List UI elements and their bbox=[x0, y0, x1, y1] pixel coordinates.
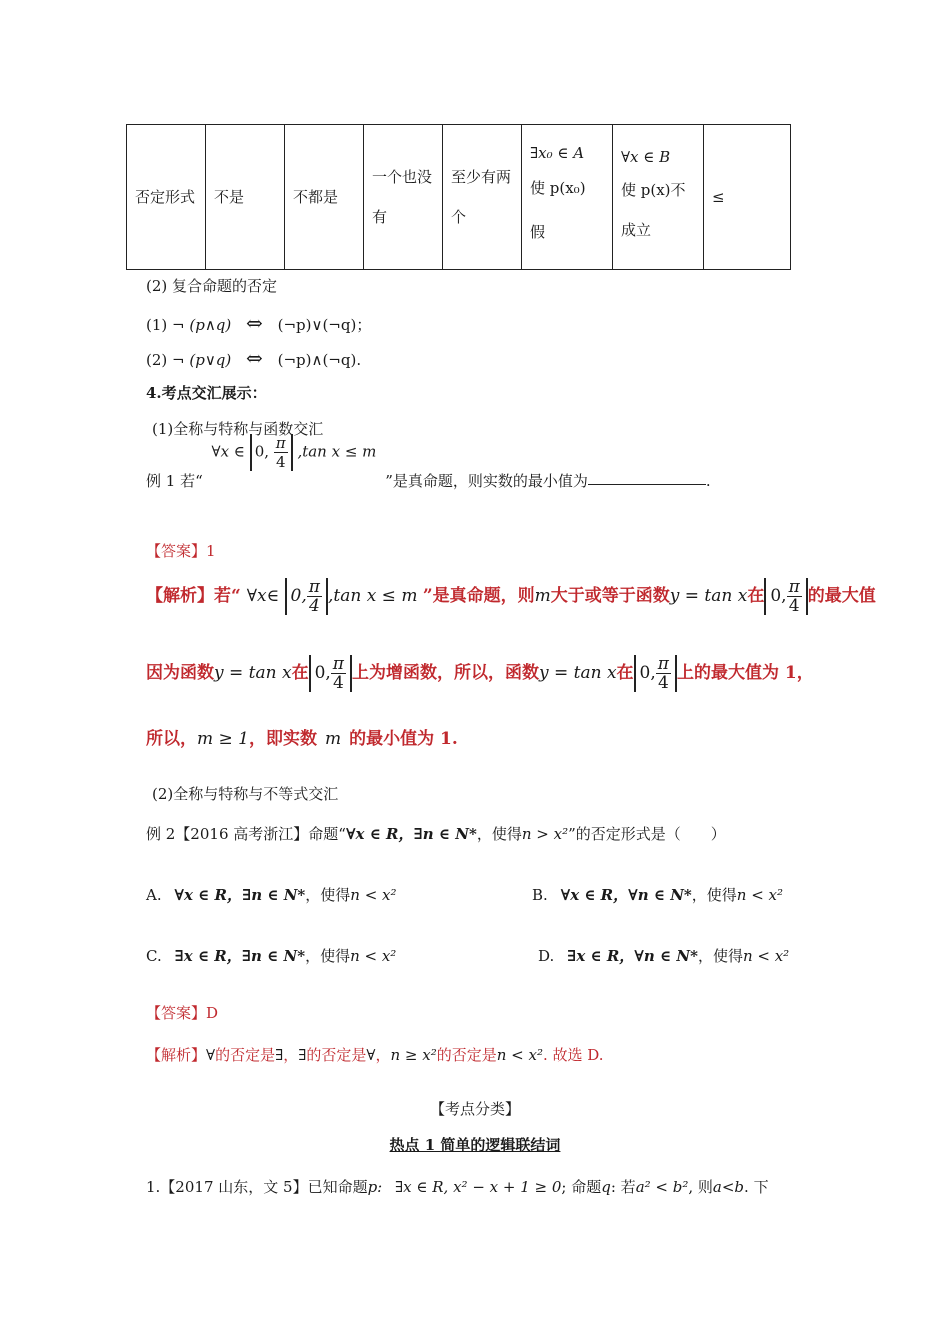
option-formula: ∃x ∈ R，∃n ∈ N* bbox=[174, 947, 306, 965]
text: : 若 bbox=[610, 1178, 636, 1196]
forall-formula: ∀x ∈ B bbox=[621, 148, 671, 166]
text: ; 命题 bbox=[561, 1178, 602, 1196]
compound-line-2 bbox=[146, 346, 361, 370]
answer-1 bbox=[146, 540, 216, 561]
text: 例 2【2016 高考浙江】命题“ bbox=[146, 825, 346, 843]
func: y = tan x bbox=[538, 663, 617, 683]
cell-text: ≤ bbox=[712, 188, 725, 206]
row-label-cell bbox=[127, 125, 206, 270]
sym: ∃ bbox=[275, 1046, 284, 1064]
option-mid: ，使得 bbox=[305, 886, 351, 904]
pi-over-4 bbox=[656, 655, 671, 692]
text: 的最大值 bbox=[807, 586, 876, 606]
text: a<b bbox=[712, 1178, 745, 1196]
ineq: n ≥ x² bbox=[390, 1046, 437, 1064]
analysis-label: 【解析】 bbox=[146, 586, 214, 606]
text: 在 bbox=[291, 663, 309, 683]
text: 上为增函数，所以，函数 bbox=[351, 663, 539, 683]
text: 所以， bbox=[146, 729, 197, 749]
pi-over-4 bbox=[331, 655, 346, 692]
text: 若“ bbox=[214, 586, 241, 606]
four: 4 bbox=[308, 596, 320, 616]
pi-over-4 bbox=[787, 578, 802, 615]
pi: π bbox=[308, 577, 320, 597]
line-lhs: ¬ (p∨q) bbox=[172, 351, 232, 369]
pi: π bbox=[657, 654, 669, 674]
option-letter: D. bbox=[538, 947, 555, 965]
interval-bracket: 0, $\frac{\pi}{4}$ bbox=[764, 578, 807, 615]
analysis-1-line-2 bbox=[146, 655, 814, 692]
text: ， bbox=[375, 1046, 391, 1064]
option-c[interactable] bbox=[146, 945, 396, 966]
forall: ∀x∈ bbox=[246, 586, 280, 606]
sub-heading-1: (1)全称与特称与函数交汇 bbox=[152, 420, 324, 438]
text: 因为函数 bbox=[146, 663, 214, 683]
answer-label: 【答案】 bbox=[146, 1004, 207, 1022]
option-ineq: n < x² bbox=[350, 886, 397, 904]
compound-heading: (2) 复合命题的否定 bbox=[146, 277, 278, 295]
cell-bushi bbox=[206, 125, 285, 270]
m: m bbox=[534, 586, 551, 606]
ineq: m ≥ 1 bbox=[197, 729, 249, 749]
interval-bracket bbox=[250, 434, 293, 471]
option-ineq: n < x² bbox=[736, 886, 784, 904]
hot-topic-title bbox=[0, 1134, 950, 1155]
option-formula: ∀x ∈ R，∀n ∈ N* bbox=[560, 886, 692, 904]
four: 4 bbox=[657, 673, 669, 693]
analysis-1-line-3 bbox=[146, 724, 458, 749]
option-d[interactable] bbox=[538, 945, 789, 966]
example-2 bbox=[146, 823, 726, 844]
pi: π bbox=[332, 654, 344, 674]
row-label: 否定形式 bbox=[135, 188, 196, 206]
func: y = tan x bbox=[214, 663, 292, 683]
p: p: bbox=[367, 1178, 383, 1196]
formula-right: ,tan x ≤ m bbox=[297, 442, 377, 461]
compound-line-1 bbox=[146, 311, 371, 335]
line-lhs: ¬ (p∧q) bbox=[172, 316, 232, 334]
text: 在 bbox=[616, 663, 634, 683]
text: 的否定是 bbox=[436, 1046, 497, 1064]
text: ，使得 bbox=[476, 825, 522, 843]
four: 4 bbox=[332, 673, 344, 693]
ex1-formula bbox=[212, 434, 377, 471]
negation-table bbox=[126, 124, 791, 270]
cell-forall bbox=[613, 125, 704, 270]
answer-2 bbox=[146, 1002, 218, 1023]
text: 的否定是 bbox=[306, 1046, 367, 1064]
option-a[interactable] bbox=[146, 884, 397, 905]
formula: ∀x ∈ R，∃n ∈ N* bbox=[345, 825, 477, 843]
cell-text: 不都是 bbox=[293, 188, 339, 206]
text: 上的最大值为 1， bbox=[676, 663, 814, 683]
text: 的否定是 bbox=[215, 1046, 276, 1064]
exists-text: 使 p(x₀) 假 bbox=[530, 179, 586, 241]
formula bbox=[246, 577, 423, 616]
analysis-1-line-1 bbox=[146, 578, 876, 615]
cell-yige bbox=[364, 125, 443, 270]
option-ineq: n < x² bbox=[350, 947, 397, 965]
sym: ∃ bbox=[298, 1046, 307, 1064]
line-rhs: (¬p)∨(¬q)； bbox=[277, 316, 372, 334]
sub-heading-2: (2)全称与特称与不等式交汇 bbox=[152, 785, 339, 803]
option-letter: C. bbox=[146, 947, 162, 965]
option-b[interactable] bbox=[532, 884, 783, 905]
tan: ,tan x ≤ m bbox=[327, 586, 418, 606]
exists-formula: ∃x₀ ∈ A bbox=[530, 144, 585, 162]
four: 4 bbox=[788, 596, 800, 616]
answer-label: 【答案】 bbox=[146, 542, 207, 560]
pi-over-4 bbox=[307, 578, 322, 615]
cell-leq bbox=[704, 125, 791, 270]
ineq: n > x² bbox=[521, 825, 569, 843]
text: 1.【2017 山东，文 5】已知命题 bbox=[146, 1178, 368, 1196]
hot-topic-text: 热点 1 简单的逻辑联结词 bbox=[389, 1136, 561, 1154]
example-1 bbox=[146, 434, 711, 512]
text: ”是真命题，则 bbox=[422, 586, 535, 606]
formula: ∃x ∈ R, x² − x + 1 ≥ 0 bbox=[395, 1178, 562, 1196]
pi: π bbox=[275, 434, 286, 452]
option-letter: B. bbox=[532, 886, 548, 904]
formula-left: ∀x ∈ bbox=[211, 442, 245, 461]
cell-exists bbox=[522, 125, 613, 270]
text: . 下 bbox=[744, 1178, 769, 1196]
forall-text: 使 p(x)不成立 bbox=[621, 181, 686, 239]
option-mid: ，使得 bbox=[305, 947, 351, 965]
option-formula: ∀x ∈ R，∃n ∈ N* bbox=[174, 886, 306, 904]
interval-bracket: 0, $\frac{\pi}{4}$ bbox=[309, 655, 352, 692]
option-mid: ，使得 bbox=[691, 886, 737, 904]
cell-zhishao bbox=[443, 125, 522, 270]
cell-text: 至少有两个 bbox=[451, 168, 512, 226]
text: , 则 bbox=[688, 1178, 713, 1196]
analysis-label: 【解析】 bbox=[146, 1046, 207, 1064]
text: 大于或等于函数 bbox=[550, 586, 670, 606]
text: 在 bbox=[747, 586, 765, 606]
line-num: (2) bbox=[146, 351, 168, 369]
question-1 bbox=[146, 1176, 769, 1197]
answer-value: D bbox=[206, 1004, 219, 1022]
line-rhs: (¬p)∧(¬q). bbox=[277, 351, 362, 369]
cell-text: 不是 bbox=[214, 188, 245, 206]
ineq: a² < b² bbox=[635, 1178, 689, 1196]
cell-budoushi bbox=[285, 125, 364, 270]
line-num: (1) bbox=[146, 316, 168, 334]
sym: ∀ bbox=[366, 1046, 376, 1064]
ex1-suffix: ”是真命题，则实数的最小值为 bbox=[385, 472, 588, 490]
option-ineq: n < x² bbox=[742, 947, 790, 965]
interval-left: 0, bbox=[254, 442, 270, 461]
equiv-icon: ⇔ bbox=[246, 346, 263, 370]
q: q bbox=[601, 1178, 611, 1196]
equiv-icon: ⇔ bbox=[246, 311, 263, 335]
ex1-end: . bbox=[705, 472, 711, 490]
text: ， bbox=[283, 1046, 299, 1064]
text: 的最小值为 1. bbox=[349, 729, 458, 749]
interval-bracket: 0, $\frac{\pi}{4}$ bbox=[634, 655, 677, 692]
pi-over-4 bbox=[274, 434, 288, 471]
option-formula: ∃x ∈ R，∀n ∈ N* bbox=[567, 947, 698, 965]
cell-text: 一个也没有 bbox=[372, 168, 433, 226]
func: y = tan x bbox=[669, 586, 748, 606]
section-4-title: 4.考点交汇展示： bbox=[146, 384, 267, 402]
four: 4 bbox=[275, 453, 286, 471]
classify-title: 【考点分类】 bbox=[429, 1100, 520, 1118]
analysis-2 bbox=[146, 1044, 604, 1065]
text: . 故选 D. bbox=[543, 1046, 604, 1064]
ineq: n < x² bbox=[496, 1046, 543, 1064]
answer-blank bbox=[588, 470, 706, 485]
option-letter: A. bbox=[146, 886, 162, 904]
sym: ∀ bbox=[206, 1046, 216, 1064]
interval-bracket: 0, $\frac{\pi}{4}$ bbox=[285, 578, 328, 615]
text: ，即实数 bbox=[249, 729, 317, 749]
text: ”的否定形式是（ ） bbox=[568, 825, 726, 843]
option-mid: ，使得 bbox=[697, 947, 743, 965]
pi: π bbox=[788, 577, 800, 597]
m: m bbox=[325, 729, 342, 749]
answer-value: 1 bbox=[206, 542, 216, 560]
ex1-prefix: 例 1 若“ bbox=[146, 472, 203, 490]
